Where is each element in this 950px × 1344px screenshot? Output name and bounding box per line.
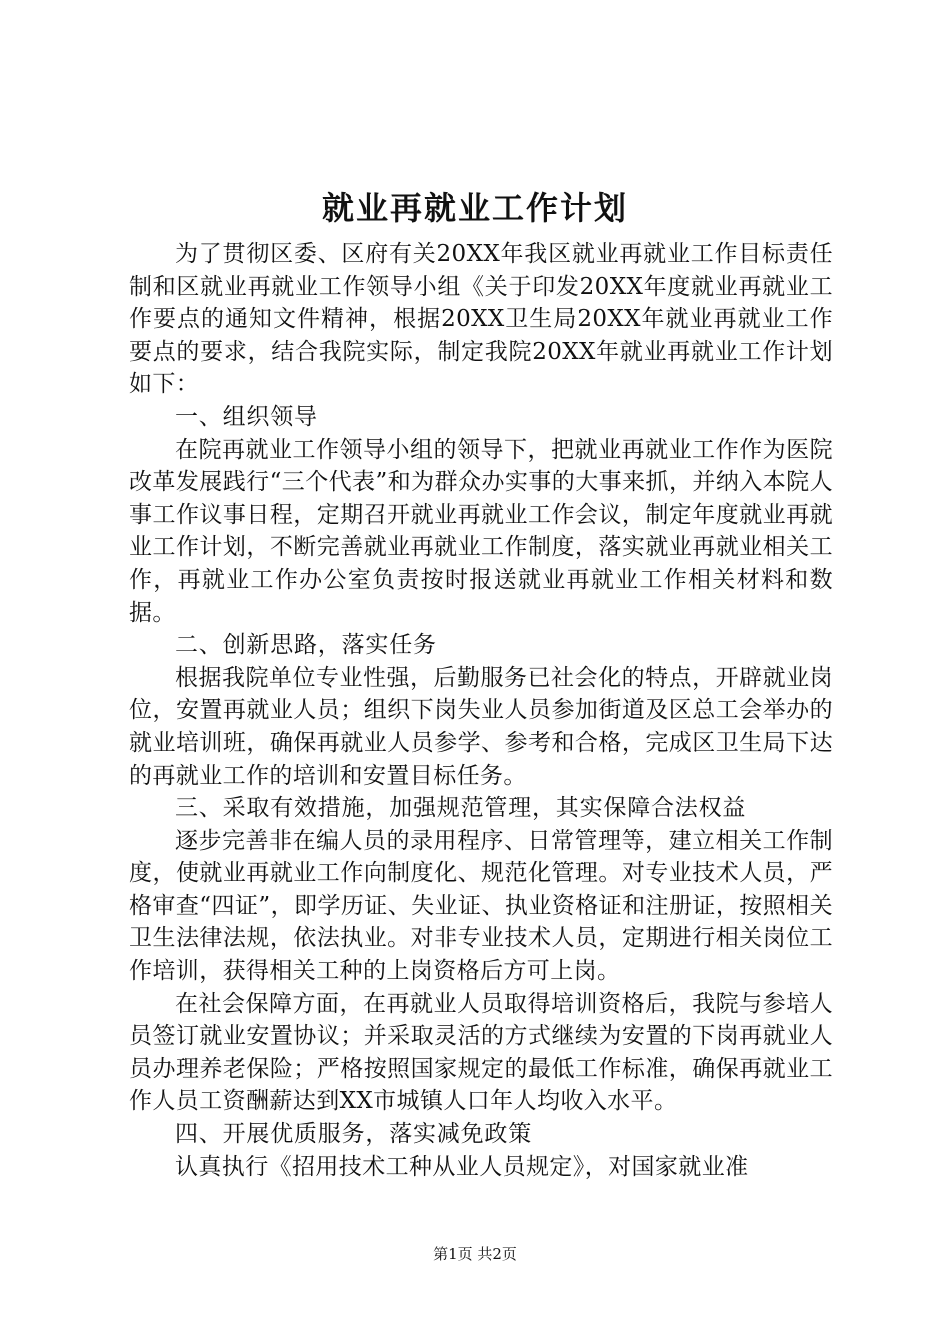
paragraph-section-3b: 在社会保障方面，在再就业人员取得培训资格后，我院与参培人员签订就业安置协议；并采取灵活的方式继续为安置的下岗再就业人员办理养老保险；严格按照国家规定的最低工作标准，确保再就业工作人员工资酬薪达到XX市城镇人口年人均收入水平。 (129, 990, 833, 1115)
paragraph-section-2: 根据我院单位专业性强，后勤服务已社会化的特点，开辟就业岗位，安置再就业人员；组织下岗失业人员参加街道及区总工会举办的就业培训班，确保再就业人员参学、参考和合格，完成区卫生局下达的再就业工作的培训和安置目标任务。 (129, 664, 833, 789)
document-body (129, 238, 833, 1183)
paragraph-section-4: 认真执行《招用技术工种从业人员规定》，对国家就业准 (175, 1153, 749, 1180)
section-heading-2: 二、创新思路，落实任务 (175, 632, 437, 659)
section-heading-3: 三、采取有效措施，加强规范管理，其实保障合法权益 (175, 795, 747, 822)
paragraph-section-3a: 逐步完善非在编人员的录用程序、日常管理等，建立相关工作制度，使就业再就业工作向制度化、规范化管理。对专业技术人员，严格审查“四证”，即学历证、失业证、执业资格证和注册证，按照相关卫生法律法规，依法执业。对非专业技术人员，定期进行相关岗位工作培训，获得相关工种的上岗资格后方可上岗。 (129, 827, 833, 985)
paragraph-section-1: 在院再就业工作领导小组的领导下，把就业再就业工作作为医院改革发展践行“三个代表”和为群众办实事的大事来抓，并纳入本院人事工作议事日程，定期召开就业再就业工作会议，制定年度就业再就业工作计划，不断完善就业再就业工作制度，落实就业再就业相关工作，再就业工作办公室负责按时报送就业再就业工作相关材料和数据。 (129, 436, 833, 626)
section-heading-1: 一、组织领导 (175, 403, 318, 430)
paragraph-intro: 为了贯彻区委、区府有关20XX年我区就业再就业工作目标责任制和区就业再就业工作领导小组《关于印发20XX年度就业再就业工作要点的通知文件精神，根据20XX卫生局20XX年就业再就业工作要点的要求，结合我院实际，制定我院20XX年就业再就业工作计划如下： (129, 241, 833, 398)
page-footer: 第1页 共2页 (433, 1245, 517, 1263)
document-title: 就业再就业工作计划 (321, 189, 628, 227)
section-heading-4: 四、开展优质服务，落实减免政策 (175, 1121, 532, 1148)
